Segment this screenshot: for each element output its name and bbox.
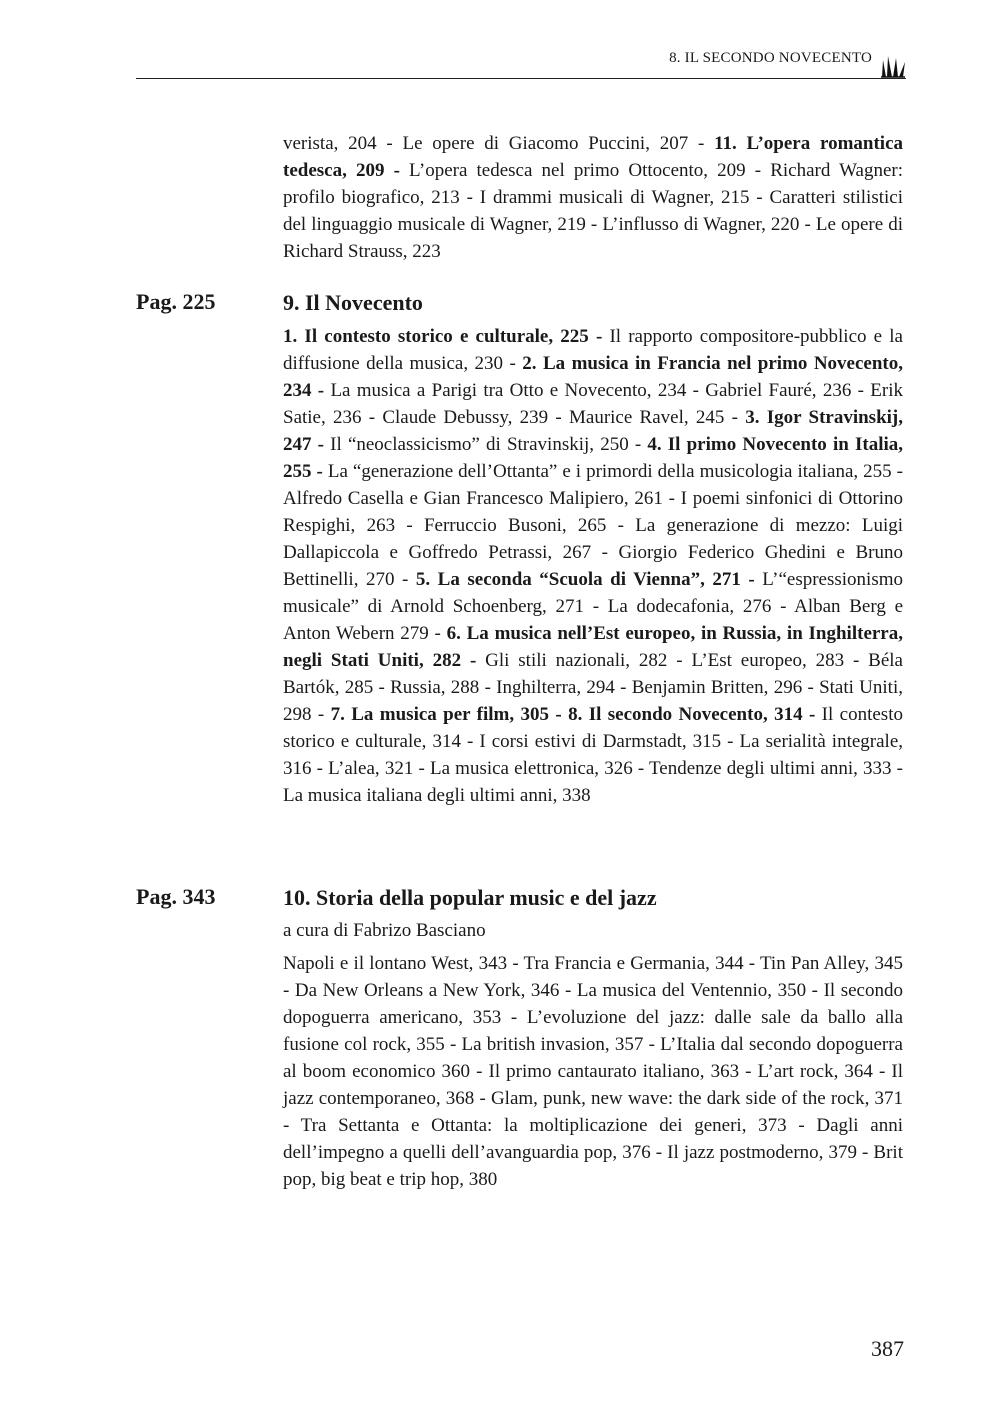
toc-run: L’“espressionismo musicale” di Arnold Schoenberg, 271 - La dodecafonia, 276 - Alban Berg e Anton Webern 279 -: [283, 569, 903, 644]
toc-section-heading: 2. La musica in Francia nel primo Novecento, 234 -: [283, 353, 904, 401]
running-header: [136, 44, 906, 79]
chapter-title: 10. Storia della popular music e del jazz: [283, 885, 657, 910]
toc-section-heading: 11. L’opera romantica tedesca, 209 -: [283, 133, 903, 181]
toc-section-heading: 1. Il contesto storico e culturale, 225 -: [283, 326, 610, 347]
chapter-byline: a cura di Fabrizo Basciano: [283, 920, 486, 941]
chapter-page-label: Pag. 225: [136, 289, 216, 314]
toc-run: Il “neoclassicismo” di Stravinskij, 250 -: [330, 434, 648, 455]
toc-run: Il rapporto compositore-pubblico e la diffusione della musica, 230 -: [283, 326, 903, 374]
toc-run: La musica a Parigi tra Otto e Novecento, 234 - Gabriel Fauré, 236 - Erik Satie, 236 - Claude Debussy, 239 - Maurice Ravel, 245 -: [283, 380, 903, 428]
page-number: 387: [871, 1336, 904, 1361]
toc-continuation-text: [283, 130, 903, 265]
toc-run: Il contesto storico e culturale, 314 - I corsi estivi di Darmstadt, 315 - La serialità integrale, 316 - L’alea, 321 - La musica elettronica, 326 - Tendenze degli ultimi anni, 333 - La musica italiana degli ultimi anni, 338: [283, 704, 903, 806]
toc-run: verista, 204 - Le opere di Giacomo Puccini, 207 -: [283, 133, 715, 154]
toc-section-heading: 5. La seconda “Scuola di Vienna”, 271 -: [415, 569, 763, 590]
toc-run: Gli stili nazionali, 282 - L’Est europeo, 283 - Béla Bartók, 285 - Russia, 288 - Inghilterra, 294 - Benjamin Britten, 296 - Stati Uniti, 298 -: [283, 650, 903, 725]
toc-section-heading: 6. La musica nell’Est europeo, in Russia, in Inghilterra, negli Stati Uniti, 282 -: [283, 623, 903, 671]
toc-section-heading: 7. La musica per film, 305 - 8. Il secondo Novecento, 314 -: [330, 704, 822, 725]
toc-section-heading: 4. Il primo Novecento in Italia, 255 -: [283, 434, 904, 482]
chapter-contents: [283, 323, 903, 809]
toc-chapter-entry: [283, 289, 903, 809]
toc-section-heading: 3. Igor Stravinskij, 247 -: [283, 407, 903, 455]
toc-run: L’opera tedesca nel primo Ottocento, 209 - Richard Wagner: profilo biografico, 213 - I drammi musicali di Wagner, 215 - Caratteri stilistici del linguaggio musicale di Wagner, 219 - L’influsso di Wagner, 220 - Le opere di Richard Strauss, 223: [283, 160, 903, 262]
running-title: 8. IL SECONDO NOVECENTO: [669, 50, 872, 66]
toc-chapter-entry: [283, 884, 903, 1193]
publisher-logo-icon: [880, 54, 906, 78]
toc-run: Napoli e il lontano West, 343 - Tra Francia e Germania, 344 - Tin Pan Alley, 345 - Da New Orleans a New York, 346 - La musica del Ventennio, 350 - Il secondo dopoguerra americano, 353 - L’evoluzione del jazz: dalle sale da ballo alla fusione col rock, 355 - La british invasion, 357 - L’Italia dal secondo dopoguerra al boom economico 360 - Il primo cantaurato italiano, 363 - L’art rock, 364 - Il jazz contemporaneo, 368 - Glam, punk, new wave: the dark side of the rock, 371 - Tra Settanta e Ottanta: la moltiplicazione dei generi, 373 - Dagli anni dell’impegno a quelli dell’avanguardia pop, 376 - Il jazz postmoderno, 379 - Brit pop, big beat e trip hop, 380: [283, 953, 903, 1190]
chapter-title: 9. Il Novecento: [283, 290, 423, 315]
toc-run: La “generazione dell’Ottanta” e i primordi della musicologia italiana, 255 - Alfredo Casella e Gian Francesco Malipiero, 261 - I poemi sinfonici di Ottorino Respighi, 263 - Ferruccio Busoni, 265 - La generazione di mezzo: Luigi Dallapiccola e Goffredo Petrassi, 267 - Giorgio Federico Ghedini e Bruno Bettinelli, 270 -: [283, 461, 903, 590]
chapter-contents: [283, 950, 903, 1193]
chapter-page-label: Pag. 343: [136, 884, 216, 909]
toc-continuation: [283, 130, 903, 265]
